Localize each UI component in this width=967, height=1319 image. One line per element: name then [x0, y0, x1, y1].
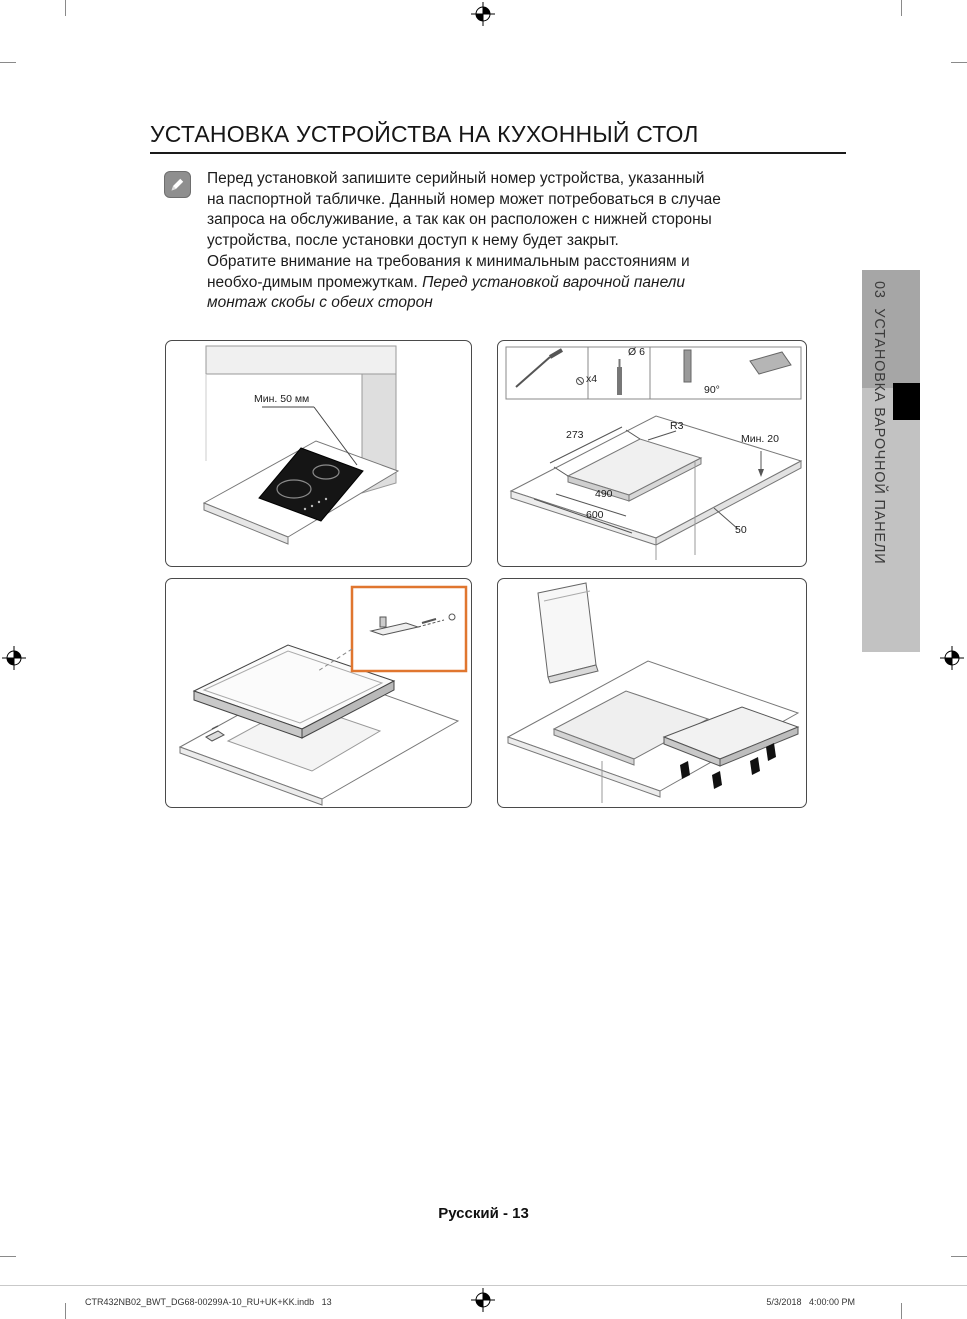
- note-line: [207, 273, 817, 294]
- registration-mark-bottom: [471, 1288, 495, 1312]
- bottom-trim-line: [0, 1285, 967, 1286]
- crop-mark: [901, 0, 902, 16]
- upper-cabinet: [206, 346, 396, 374]
- counter-depth-label: 600: [586, 509, 604, 521]
- tool-inset-screwdriver: [506, 347, 588, 399]
- bracket-detail-inset: [318, 587, 466, 671]
- crop-mark: [951, 62, 967, 63]
- screw-qty-label: x4: [586, 373, 598, 385]
- diagram-panel-hob-placement: [497, 578, 807, 808]
- cutout-width-label: 273: [566, 429, 584, 441]
- crop-mark: [0, 1256, 16, 1257]
- front-distance-label: 50: [735, 524, 747, 536]
- bracket-mounting-drawing: [166, 579, 471, 807]
- note-icon: [164, 171, 191, 198]
- note-line: Перед установкой запишите серийный номер устройства, указанный: [207, 170, 705, 187]
- page-title: УСТАНОВКА УСТРОЙСТВА НА КУХОННЫЙ СТОЛ: [150, 121, 699, 147]
- print-info-left: CTR432NB02_BWT_DG68-00299A-10_RU+UK+KK.indb 13: [85, 1297, 332, 1307]
- crop-mark: [951, 1256, 967, 1257]
- registration-mark-top: [471, 2, 495, 26]
- corner-radius-label: R3: [670, 420, 684, 432]
- cutout-dimensions-drawing: [498, 341, 806, 566]
- note-line: Обратите внимание на требования к минимальным расстояниям и: [207, 252, 690, 270]
- registration-mark-left: [2, 646, 26, 670]
- crop-mark: [65, 0, 66, 16]
- footer-page-label: Русский - 13: [438, 1205, 529, 1222]
- note-paragraph: [207, 169, 817, 314]
- print-info-right: 5/3/2018 4:00:00 PM: [766, 1297, 855, 1307]
- chapter-tab: [862, 270, 920, 652]
- drill-diameter-label: Ø 6: [628, 346, 645, 358]
- chapter-page-indicator: [893, 383, 920, 420]
- crop-mark: [901, 1303, 902, 1319]
- note-line-italic-text: Перед установкой варочной панели: [422, 273, 686, 291]
- cut-angle-label: 90°: [704, 384, 720, 396]
- note-line: устройства, после установки доступ к нему будет закрыт.: [207, 232, 619, 250]
- note-line: на паспортной табличке. Данный номер может потребоваться в случае: [207, 190, 721, 208]
- title-underline: [150, 152, 846, 154]
- chapter-tab-label: 03 УСТАНОВКА ВАРОЧНОЙ ПАНЕЛИ: [871, 281, 887, 565]
- note-line: монтаж скобы с обеих сторон: [207, 294, 433, 312]
- hob-placement-drawing: [498, 579, 806, 807]
- diagram-panel-wall-clearance: [165, 340, 472, 567]
- registration-mark-right: [940, 646, 964, 670]
- crop-mark: [0, 62, 16, 63]
- crop-mark: [65, 1303, 66, 1319]
- pencil-icon: [168, 175, 187, 194]
- wall-clearance-drawing: [166, 341, 471, 566]
- lid-panel: [538, 583, 598, 683]
- note-line-text: необхо-димым промежуткам.: [207, 273, 423, 291]
- note-line: запроса на обслуживание, а так как он расположен с нижней стороны: [207, 211, 712, 229]
- diagram-panel-cutout-dimensions: [497, 340, 807, 567]
- diagram-panel-bracket-mounting: [165, 578, 472, 808]
- min-edge-label: Мин. 20: [741, 433, 779, 445]
- min-gap-label: Мин. 50 мм: [254, 393, 310, 405]
- tool-inset-jigsaw: [650, 347, 801, 399]
- cutout-length-label: 490: [595, 488, 613, 500]
